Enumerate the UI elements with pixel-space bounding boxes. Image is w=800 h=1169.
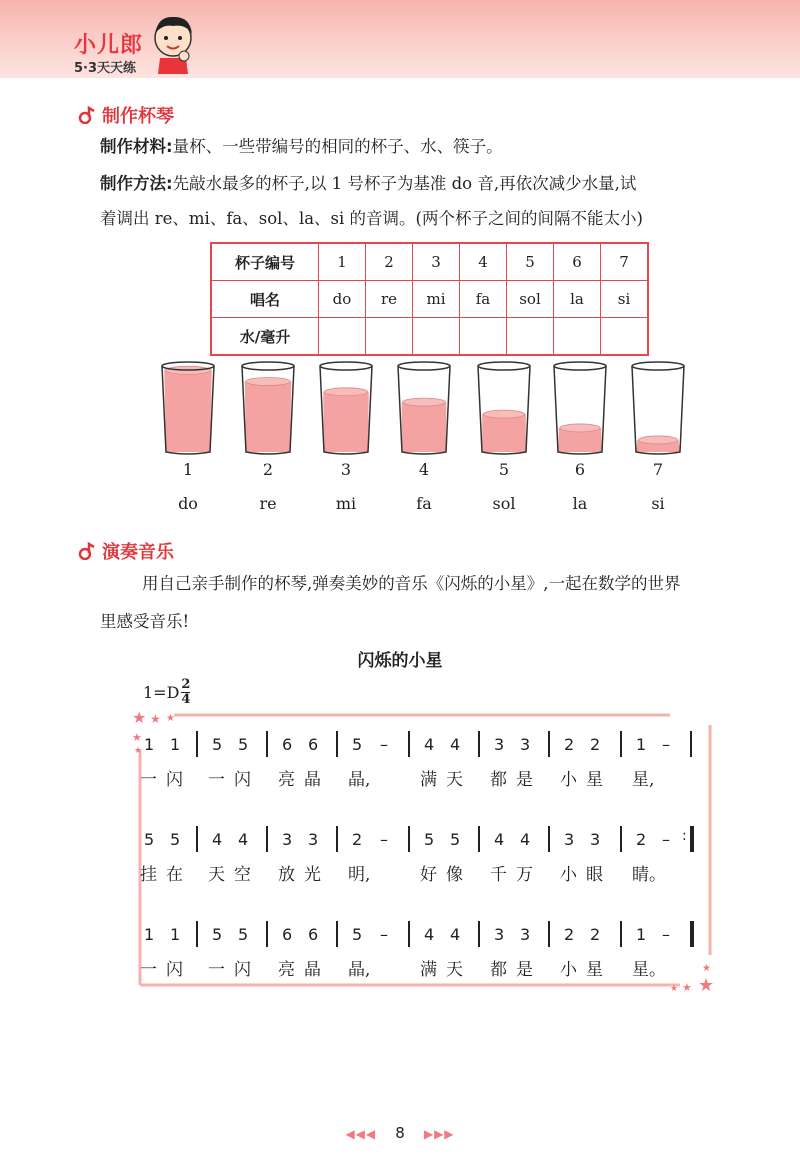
lyric-char: 千 xyxy=(490,865,507,885)
glass-1-icon xyxy=(160,360,216,456)
score-note: 5 xyxy=(450,830,461,849)
page-footer xyxy=(0,1124,800,1142)
score-notes-row xyxy=(0,925,800,955)
bar-line xyxy=(690,731,692,757)
table-cell: 5 xyxy=(507,243,554,281)
glass-number-label: 5 xyxy=(498,460,510,479)
score-note: 3 xyxy=(494,925,505,944)
table-cell-water-input[interactable] xyxy=(601,318,649,356)
table-cell-water-input[interactable] xyxy=(413,318,460,356)
score-note: 5 xyxy=(238,925,249,944)
score-note: – xyxy=(662,830,670,849)
lyric-char: 一 xyxy=(140,770,157,790)
glass-rim xyxy=(320,362,372,370)
lyric-char: 星, xyxy=(632,770,655,790)
score-note: 5 xyxy=(238,735,249,754)
lyric-char: 是 xyxy=(516,960,533,980)
svg-text:★: ★ xyxy=(682,981,692,994)
score-note: 5 xyxy=(144,830,155,849)
lyric-char: 晶 xyxy=(304,770,321,790)
glass-rim xyxy=(242,362,294,370)
lyric-char: 闪 xyxy=(234,960,251,980)
method-text-line2: 着调出 re、mi、fa、sol、la、si 的音调。(两个杯子之间的间隔不能太小) xyxy=(100,209,643,228)
score-note: 1 xyxy=(636,925,647,944)
brand-logo xyxy=(74,28,143,76)
page-header xyxy=(0,0,800,78)
svg-text:★: ★ xyxy=(698,975,715,995)
score-note: 5 xyxy=(170,830,181,849)
table-cell: 4 xyxy=(460,243,507,281)
score-note: 5 xyxy=(212,925,223,944)
score-note: 5 xyxy=(352,735,363,754)
repeat-bar-line xyxy=(690,826,694,852)
score-note: 4 xyxy=(212,830,223,849)
mascot-boy-icon xyxy=(150,12,196,74)
table-cell-water-input[interactable] xyxy=(460,318,507,356)
score-note: 3 xyxy=(494,735,505,754)
score-note: 3 xyxy=(308,830,319,849)
lyric-char: 闪 xyxy=(166,960,183,980)
bar-line xyxy=(266,921,268,947)
score-notes-row xyxy=(0,735,800,765)
lyric-char: 小 xyxy=(560,960,577,980)
method-text-line1: 先敲水最多的杯子,以 1 号杯子为基准 do 音,再依次减少水量,试 xyxy=(172,174,637,193)
score-note: 2 xyxy=(636,830,647,849)
score-note: 2 xyxy=(564,925,575,944)
glass-note-label: sol xyxy=(492,494,516,513)
lyric-char: 星 xyxy=(586,770,603,790)
water-surface xyxy=(324,388,368,396)
lyric-char: 都 xyxy=(490,770,507,790)
glass-rim xyxy=(554,362,606,370)
glass-number-label: 7 xyxy=(652,460,664,479)
lyric-char: 星。 xyxy=(632,960,666,980)
glass-3-icon xyxy=(318,360,374,456)
glass-note-label: la xyxy=(572,494,588,513)
bar-line xyxy=(620,731,622,757)
table-row-solfege xyxy=(211,281,648,318)
music-note-icon xyxy=(78,542,96,560)
table-header-cup-number: 杯子编号 xyxy=(211,243,319,281)
score-note: 1 xyxy=(170,925,181,944)
method-label: 制作方法: xyxy=(100,174,173,193)
lyric-char: 天 xyxy=(446,960,463,980)
lyric-char: 都 xyxy=(490,960,507,980)
score-note: 5 xyxy=(424,830,435,849)
lyric-char: 挂 xyxy=(140,865,157,885)
water-surface xyxy=(638,436,677,444)
score-note: 4 xyxy=(450,925,461,944)
score-note: – xyxy=(662,925,670,944)
svg-text:★: ★ xyxy=(702,963,711,974)
score-note: 2 xyxy=(590,925,601,944)
bar-line xyxy=(266,731,268,757)
lyric-char: 光 xyxy=(304,865,321,885)
lyric-char: 亮 xyxy=(278,770,295,790)
lyric-char: 眼 xyxy=(586,865,603,885)
glass-rim xyxy=(398,362,450,370)
lyric-char: 在 xyxy=(166,865,183,885)
lyric-char: 小 xyxy=(560,865,577,885)
score-note: 6 xyxy=(282,925,293,944)
key-signature: 1=D xyxy=(143,683,180,702)
glass-4-icon xyxy=(396,360,452,456)
score-note: 4 xyxy=(520,830,531,849)
section-title-text: 制作杯琴 xyxy=(102,106,174,127)
glass-note-label: mi xyxy=(335,494,357,513)
svg-text:★: ★ xyxy=(166,713,175,724)
lyric-char: 万 xyxy=(516,865,533,885)
lyric-char: 放 xyxy=(278,865,295,885)
table-cell: do xyxy=(319,281,366,318)
glass-number-label: 6 xyxy=(574,460,586,479)
water-level xyxy=(245,381,292,452)
svg-text:★: ★ xyxy=(132,731,142,744)
time-signature xyxy=(181,678,190,707)
bar-line xyxy=(548,731,550,757)
section-title-text: 演奏音乐 xyxy=(102,542,174,563)
score-note: 4 xyxy=(424,925,435,944)
bar-line xyxy=(196,731,198,757)
table-cell: 6 xyxy=(554,243,601,281)
materials-text: 量杯、一些带编号的相同的杯子、水、筷子。 xyxy=(172,137,503,156)
bar-line xyxy=(336,921,338,947)
cup-table xyxy=(210,242,649,356)
table-cell-water-input[interactable] xyxy=(319,318,366,356)
glass-note-label: si xyxy=(651,494,665,513)
lyric-char: 满 xyxy=(420,770,437,790)
score-note: – xyxy=(380,925,388,944)
table-cell: fa xyxy=(460,281,507,318)
bar-line xyxy=(196,826,198,852)
glass-6-icon xyxy=(552,360,608,456)
bar-line xyxy=(478,731,480,757)
lyric-char: 晶, xyxy=(348,770,371,790)
score-note: – xyxy=(380,735,388,754)
lyric-char: 小 xyxy=(560,770,577,790)
lyric-char: 星 xyxy=(586,960,603,980)
score-note: 2 xyxy=(564,735,575,754)
lyric-char: 睛。 xyxy=(632,865,666,885)
lyric-char: 一 xyxy=(208,770,225,790)
lyric-char: 空 xyxy=(234,865,251,885)
bar-line xyxy=(548,921,550,947)
glass-number-label: 3 xyxy=(340,460,352,479)
method-paragraph xyxy=(100,166,760,236)
table-cell-water-input[interactable] xyxy=(366,318,413,356)
prev-arrows-icon: ◀◀◀ xyxy=(345,1127,377,1141)
table-cell: 2 xyxy=(366,243,413,281)
score-note: – xyxy=(380,830,388,849)
brand-subtitle: 5·3天天练 xyxy=(74,61,137,76)
final-bar-line xyxy=(690,921,694,947)
section-title-play-music xyxy=(78,538,174,564)
score-note: 6 xyxy=(282,735,293,754)
lyric-char: 亮 xyxy=(278,960,295,980)
svg-text:★: ★ xyxy=(670,984,679,994)
table-header-solfege: 唱名 xyxy=(211,281,319,318)
lyric-char: 一 xyxy=(208,960,225,980)
water-surface xyxy=(403,398,446,406)
bar-line xyxy=(336,731,338,757)
table-cell: 1 xyxy=(319,243,366,281)
score-note: 1 xyxy=(144,925,155,944)
score-note: 4 xyxy=(494,830,505,849)
score-lyrics-row xyxy=(0,765,800,795)
materials-paragraph xyxy=(100,129,760,164)
music-note-icon xyxy=(78,106,96,124)
table-row-cup-number xyxy=(211,243,648,281)
lyric-char: 晶 xyxy=(304,960,321,980)
table-cell: 3 xyxy=(413,243,460,281)
svg-text:★: ★ xyxy=(134,746,143,756)
svg-text:★: ★ xyxy=(150,712,161,726)
glass-note-label: fa xyxy=(416,494,432,513)
time-top: 2 xyxy=(181,677,191,692)
bar-line xyxy=(620,826,622,852)
bar-line xyxy=(336,826,338,852)
table-cell: re xyxy=(366,281,413,318)
glass-note-label: do xyxy=(178,494,198,513)
score-note: 3 xyxy=(520,735,531,754)
water-level xyxy=(323,392,369,452)
lyric-char: 像 xyxy=(446,865,463,885)
score-note: 5 xyxy=(352,925,363,944)
bar-line xyxy=(478,826,480,852)
table-cell-water-input[interactable] xyxy=(507,318,554,356)
score-note: 1 xyxy=(636,735,647,754)
lyric-char: 是 xyxy=(516,770,533,790)
svg-text:★: ★ xyxy=(132,708,147,727)
time-bottom: 4 xyxy=(181,692,191,707)
score-note: 3 xyxy=(590,830,601,849)
score-note: 2 xyxy=(352,830,363,849)
water-level xyxy=(164,370,212,452)
table-cell: mi xyxy=(413,281,460,318)
glass-2-icon xyxy=(240,360,296,456)
water-level xyxy=(482,414,526,452)
lyric-char: 好 xyxy=(420,865,437,885)
lyric-char: 闪 xyxy=(166,770,183,790)
score-note: 3 xyxy=(564,830,575,849)
score-note: 2 xyxy=(590,735,601,754)
score-lyrics-row xyxy=(0,860,800,890)
bar-line xyxy=(548,826,550,852)
score-note: 4 xyxy=(450,735,461,754)
page-number: 8 xyxy=(395,1124,405,1142)
score-note: 4 xyxy=(424,735,435,754)
song-title: 闪烁的小星 xyxy=(357,651,443,671)
glass-note-label: re xyxy=(259,494,277,513)
score-note: 3 xyxy=(520,925,531,944)
glass-rim xyxy=(478,362,530,370)
score-note: 5 xyxy=(212,735,223,754)
score-note: 1 xyxy=(144,735,155,754)
song-key xyxy=(143,678,190,707)
section-title-make-cup-piano xyxy=(78,102,174,128)
play-music-text-line1: 用自己亲手制作的杯琴,弹奏美妙的音乐《闪烁的小星》,一起在数学的世界 xyxy=(142,574,681,593)
glass-rim xyxy=(632,362,684,370)
play-music-text-line2: 里感受音乐! xyxy=(100,612,190,631)
glass-number-label: 2 xyxy=(262,460,274,479)
bar-line xyxy=(620,921,622,947)
glass-number-label: 4 xyxy=(418,460,430,479)
lyric-char: 一 xyxy=(140,960,157,980)
bar-line xyxy=(478,921,480,947)
glass-5-icon xyxy=(476,360,532,456)
table-cell-water-input[interactable] xyxy=(554,318,601,356)
table-cell: sol xyxy=(507,281,554,318)
score-lyrics-row xyxy=(0,955,800,985)
score-note: 1 xyxy=(170,735,181,754)
lyric-char: 满 xyxy=(420,960,437,980)
table-cell: 7 xyxy=(601,243,649,281)
play-music-paragraph-2 xyxy=(100,604,760,639)
materials-label: 制作材料: xyxy=(100,137,173,156)
brand-name: 小儿郎 xyxy=(74,33,144,58)
glass-row xyxy=(0,360,800,530)
table-row-water xyxy=(211,318,648,356)
lyric-char: 天 xyxy=(208,865,225,885)
water-level xyxy=(402,402,447,452)
bar-line xyxy=(408,826,410,852)
score-note: 6 xyxy=(308,925,319,944)
bar-line xyxy=(266,826,268,852)
lyric-char: 天 xyxy=(446,770,463,790)
table-cell: la xyxy=(554,281,601,318)
score-note: 6 xyxy=(308,735,319,754)
score-note: 4 xyxy=(238,830,249,849)
table-cell: si xyxy=(601,281,649,318)
score-note: – xyxy=(662,735,670,754)
bar-line xyxy=(408,921,410,947)
play-music-paragraph xyxy=(100,566,760,601)
score-notes-row xyxy=(0,830,800,860)
bar-line xyxy=(196,921,198,947)
table-header-water: 水/毫升 xyxy=(211,318,319,356)
glass-7-icon xyxy=(630,360,686,456)
score-note: 3 xyxy=(282,830,293,849)
water-surface xyxy=(483,410,525,418)
lyric-char: 闪 xyxy=(234,770,251,790)
next-arrows-icon: ▶▶▶ xyxy=(423,1127,455,1141)
repeat-dots: : xyxy=(682,828,687,844)
lyric-char: 明, xyxy=(348,865,371,885)
water-surface xyxy=(560,424,600,432)
glass-number-label: 1 xyxy=(182,460,194,479)
bar-line xyxy=(408,731,410,757)
water-surface xyxy=(246,377,291,385)
lyric-char: 晶, xyxy=(348,960,371,980)
